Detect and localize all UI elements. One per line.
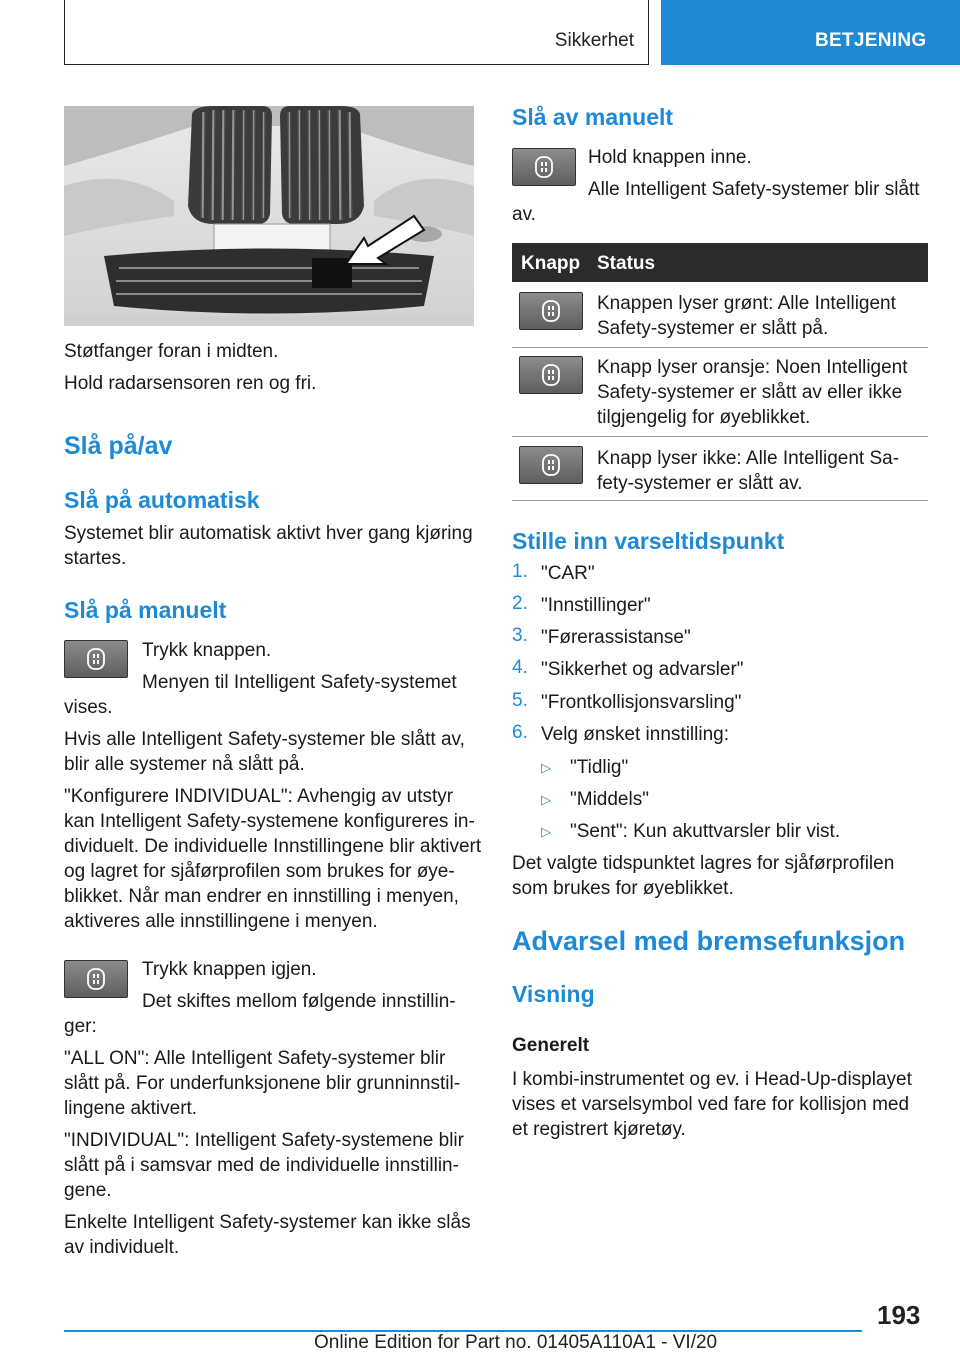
configure-4: og lagret for sjåførprofilen som brukes for øye- bbox=[64, 861, 455, 882]
front-bumper-illustration bbox=[64, 106, 474, 326]
press-button-text: Trykk knappen. bbox=[142, 640, 272, 661]
safety-icon bbox=[87, 648, 105, 670]
heading-warning-time: Stille inn varseltidspunkt bbox=[512, 528, 785, 554]
stored-1: Det valgte tidspunktet lagres for sjåførprofilen bbox=[512, 853, 895, 874]
safety-icon bbox=[542, 364, 560, 386]
general-text-1: I kombi-instrumentet og ev. i Head-Up-displayet bbox=[512, 1069, 912, 1090]
auto-text-2: startes. bbox=[64, 548, 127, 569]
auto-text-1: Systemet blir automatisk aktivt hver gang kjøring bbox=[64, 523, 473, 544]
status-table-header bbox=[512, 243, 928, 282]
table-divider bbox=[512, 347, 928, 348]
step-text: "Førerassistanse" bbox=[541, 627, 691, 648]
image-caption-2: Hold radarsensoren ren og fri. bbox=[64, 373, 317, 394]
table-row-2-button-image bbox=[519, 356, 583, 394]
table-row-1-line-2: Safety-systemer er slått på. bbox=[597, 318, 829, 339]
all-off-2: av. bbox=[512, 204, 536, 225]
general-text-2: vises et varselsymbol ved fare for kollisjon med bbox=[512, 1094, 910, 1115]
step-number: 5. bbox=[512, 690, 528, 711]
table-row-3-line-2: fety-systemer er slått av. bbox=[597, 473, 803, 494]
table-row-1-button-image bbox=[519, 292, 583, 330]
step-number: 4. bbox=[512, 657, 528, 678]
page-number: 193 bbox=[877, 1300, 921, 1330]
step-number: 1. bbox=[512, 561, 528, 582]
safety-button-image bbox=[64, 640, 128, 678]
table-row-2-line-1: Knapp lyser oransje: Noen Intelligent bbox=[597, 357, 908, 378]
individual-2: slått på i samsvar med de individuelle innstillin- bbox=[64, 1155, 459, 1176]
table-divider bbox=[512, 500, 928, 501]
heading-manual-on: Slå på manuelt bbox=[64, 597, 227, 623]
cannot-2: av individuelt. bbox=[64, 1237, 180, 1258]
heading-general: Generelt bbox=[512, 1035, 590, 1056]
switches-1: Det skiftes mellom følgende innstillin- bbox=[142, 991, 456, 1012]
heading-brake-warning: Advarsel med bremsefunksjon bbox=[512, 926, 906, 956]
stored-2: som brukes for øyeblikket. bbox=[512, 878, 734, 899]
table-row-3-button-image bbox=[519, 446, 583, 484]
safety-icon bbox=[87, 968, 105, 990]
step-number: 2. bbox=[512, 593, 528, 614]
safety-icon bbox=[535, 156, 553, 178]
safety-button-image-3 bbox=[512, 148, 576, 186]
if-all-off-2: blir alle systemer nå slått på. bbox=[64, 754, 305, 775]
option-text: "Middels" bbox=[570, 789, 649, 810]
header-section-title: Sikkerhet bbox=[554, 30, 634, 51]
configure-1: "Konfigurere INDIVIDUAL": Avhengig av utstyr bbox=[64, 786, 454, 807]
configure-3: dividuelt. De individuelle Innstillingene blir aktivert bbox=[64, 836, 482, 857]
switches-2: ger: bbox=[64, 1016, 97, 1037]
all-on-2: slått på. For underfunksjonene blir grunninnstil- bbox=[64, 1073, 461, 1094]
option-text: "Tidlig" bbox=[570, 757, 629, 778]
table-header-button: Knapp bbox=[521, 253, 581, 274]
edition-text: Online Edition for Part no. 01405A110A1 - VI/20 bbox=[314, 1332, 718, 1353]
general-text-3: et registrert kjøretøy. bbox=[512, 1119, 686, 1140]
cannot-1: Enkelte Intelligent Safety-systemer kan ikke slås bbox=[64, 1212, 471, 1233]
safety-icon bbox=[542, 300, 560, 322]
heading-display: Visning bbox=[512, 981, 595, 1007]
header-chapter-box bbox=[661, 0, 960, 65]
step-text: "Sikkerhet og advarsler" bbox=[541, 659, 744, 680]
all-on-3: lingene aktivert. bbox=[64, 1098, 198, 1119]
bullet-triangle-icon: ▷ bbox=[541, 792, 551, 807]
table-row-3-line-1: Knapp lyser ikke: Alle Intelligent Sa- bbox=[597, 448, 900, 469]
if-all-off-1: Hvis alle Intelligent Safety-systemer ble slått av, bbox=[64, 729, 465, 750]
step-text: "Frontkollisjonsvarsling" bbox=[541, 692, 742, 713]
hold-button-text: Hold knappen inne. bbox=[588, 147, 752, 168]
all-on-1: "ALL ON": Alle Intelligent Safety-systemer blir bbox=[64, 1048, 446, 1069]
heading-auto: Slå på automatisk bbox=[64, 487, 260, 513]
heading-manual-off: Slå av manuelt bbox=[512, 104, 674, 130]
step-text: "CAR" bbox=[541, 563, 595, 584]
step-text: "Innstillinger" bbox=[541, 595, 651, 616]
heading-on-off: Slå på/av bbox=[64, 432, 173, 460]
table-row-2-line-3: tilgjengelig for øyeblikket. bbox=[597, 407, 811, 428]
bullet-triangle-icon: ▷ bbox=[541, 760, 551, 775]
safety-button-image-2 bbox=[64, 960, 128, 998]
header-chapter-title: BETJENING bbox=[815, 30, 927, 51]
bullet-triangle-icon: ▷ bbox=[541, 824, 551, 839]
table-header-status: Status bbox=[597, 253, 656, 274]
press-again-text: Trykk knappen igjen. bbox=[142, 959, 317, 980]
step-number: 3. bbox=[512, 625, 528, 646]
individual-1: "INDIVIDUAL": Intelligent Safety-systemene blir bbox=[64, 1130, 464, 1151]
configure-6: aktiveres alle innstillingene i menyen. bbox=[64, 911, 378, 932]
image-caption-1: Støtfanger foran i midten. bbox=[64, 341, 279, 362]
configure-2: kan Intelligent Safety-systemene konfigureres in- bbox=[64, 811, 475, 832]
step-number: 6. bbox=[512, 722, 528, 743]
table-row-1-line-1: Knappen lyser grønt: Alle Intelligent bbox=[597, 293, 896, 314]
individual-3: gene. bbox=[64, 1180, 112, 1201]
option-text: "Sent": Kun akuttvarsler blir vist. bbox=[570, 821, 841, 842]
menu-shown-1: Menyen til Intelligent Safety-systemet bbox=[142, 672, 457, 693]
configure-5: blikket. Når man endrer en innstilling i menyen, bbox=[64, 886, 459, 907]
header-section-box bbox=[64, 0, 649, 65]
table-divider bbox=[512, 436, 928, 437]
safety-icon bbox=[542, 454, 560, 476]
menu-shown-2: vises. bbox=[64, 697, 113, 718]
all-off-1: Alle Intelligent Safety-systemer blir slått bbox=[588, 179, 920, 200]
step-text: Velg ønsket innstilling: bbox=[541, 724, 729, 745]
table-row-2-line-2: Safety-systemer er slått av eller ikke bbox=[597, 382, 903, 403]
